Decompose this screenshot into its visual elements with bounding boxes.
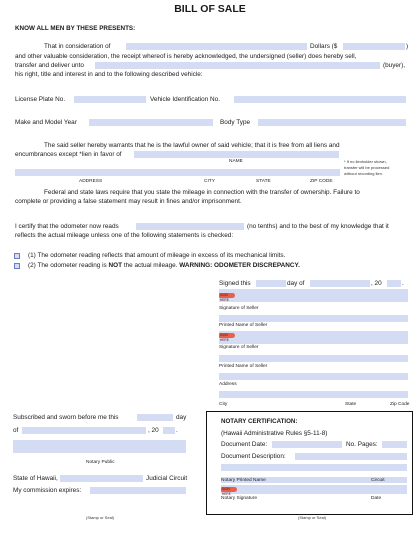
odometer-option-1-checkbox[interactable] <box>14 253 20 259</box>
consideration-line2: and other valuable consideration, the receipt whereof is hereby acknowledged, the undersigned (seller) does hereby sell, <box>15 53 357 60</box>
signed-day-field[interactable] <box>256 280 286 287</box>
odometer-label: I certify that the odometer now reads <box>15 223 119 230</box>
dollars-close-paren: ) <box>406 43 409 50</box>
notary-day-field[interactable] <box>137 414 173 421</box>
address-caption: Address <box>219 382 237 387</box>
doc-desc-field[interactable] <box>295 453 407 460</box>
commission-expires-field[interactable] <box>90 487 186 494</box>
seller-signature-caption: Signature of Seller <box>219 306 259 311</box>
consideration-field[interactable] <box>126 43 307 50</box>
notary-month-field[interactable] <box>22 427 146 434</box>
make-model-year-field[interactable] <box>89 119 213 126</box>
commission-label: My commission expires: <box>13 487 82 494</box>
odometer-line2: reflects the actual mileage unless one of the following statements is checked: <box>15 232 234 239</box>
sign-here-tab-2: SIGN HERE <box>219 333 235 338</box>
judicial-circuit-label: Judicial Circuit <box>146 475 188 482</box>
intro-heading: KNOW ALL MEN BY THESE PRESENTS: <box>15 25 136 32</box>
seller-address-field[interactable] <box>219 373 408 380</box>
buyer-field[interactable] <box>95 62 380 69</box>
dollar-amount-field[interactable] <box>343 43 405 50</box>
day-of-label: day of <box>287 280 305 287</box>
lien-address-caption: ADDRESS <box>79 179 103 184</box>
lien-note-1: * If no lienholder shown, <box>344 159 387 164</box>
zip-caption: Zip Code <box>390 402 410 407</box>
notary-signature-field[interactable] <box>221 485 407 494</box>
notary-circuit-caption: Circuit <box>371 478 385 483</box>
notary-signature-caption: Notary Signature <box>221 496 257 501</box>
federal-line1: Federal and state laws require that you state the mileage in connection with the transfer of ownership. Failure to <box>44 189 360 196</box>
dollars-label: Dollars ($ <box>310 43 338 50</box>
notary-cert-rules: (Hawaii Administrative Rules §5-11-8) <box>221 430 328 437</box>
odometer-option-2-checkbox[interactable] <box>14 263 20 269</box>
subscribed-label: Subscribed and sworn before me this <box>13 414 119 421</box>
license-plate-label: License Plate No. <box>15 96 66 103</box>
warranty-line1: The said seller hereby warrants that he is the lawful owner of said vehicle; that it is free from all liens and <box>44 142 340 149</box>
notary-year-field[interactable] <box>163 427 175 434</box>
seller-printed-name-caption-2: Printed Name of Seller <box>219 364 268 369</box>
lien-address-field[interactable] <box>15 169 340 176</box>
lien-note-2: transfer will be processed <box>344 165 390 170</box>
doc-desc-field-2[interactable] <box>221 464 407 471</box>
body-type-label: Body Type <box>220 119 251 126</box>
stamp-seal-left: (Stamp or Seal) <box>86 515 115 520</box>
odometer-option-2: (2) The odometer reading is NOT the actual mileage. WARNING: ODOMETER DISCREPANCY. <box>28 262 300 269</box>
no-pages-field[interactable] <box>382 441 407 448</box>
signed-year-prefix: , 20 <box>371 280 382 287</box>
signed-period: . <box>402 280 404 287</box>
odometer-option-1: (1) The odometer reading reflects that amount of mileage in excess of its mechanical limits. <box>28 252 286 259</box>
stamp-seal-right: (Stamp or Seal) <box>298 515 327 520</box>
notary-day-label: day <box>176 414 187 421</box>
page-title: BILL OF SALE <box>174 3 246 15</box>
warranty-line2: encumbrances except *lien in favor of <box>15 151 122 158</box>
state-of-hawaii-label: State of Hawaii, <box>13 475 58 482</box>
lien-note-3: without recording lien. <box>344 171 383 176</box>
sign-here-tab-3: SIGN HERE <box>221 487 237 492</box>
consideration-label: That in consideration of <box>44 43 111 50</box>
city-caption: City <box>219 402 228 407</box>
seller-signature-field[interactable] <box>219 289 408 302</box>
make-model-year-label: Make and Model Year <box>15 119 77 126</box>
body-type-field[interactable] <box>258 119 406 126</box>
license-plate-field[interactable] <box>74 96 146 103</box>
lien-state-caption: STATE <box>256 179 271 184</box>
seller-city-state-zip-field[interactable] <box>219 391 408 398</box>
doc-date-label: Document Date: <box>221 441 268 448</box>
state-caption: State <box>345 402 357 407</box>
notary-year-prefix: , 20 <box>148 427 159 434</box>
lien-name-field[interactable] <box>134 151 339 158</box>
seller-printed-name-caption: Printed Name of Seller <box>219 323 268 328</box>
transfer-label: transfer and deliver unto <box>15 62 84 69</box>
doc-date-field[interactable] <box>272 441 342 448</box>
seller-printed-name-field-2[interactable] <box>219 355 408 362</box>
notary-public-caption: Notary Public <box>86 460 115 465</box>
judicial-circuit-field[interactable] <box>60 475 143 482</box>
odometer-tail: (no tenths) and to the best of my knowledge that it <box>247 223 389 230</box>
vin-label: Vehicle Identification No. <box>150 96 220 103</box>
buyer-label: (buyer), <box>383 62 406 69</box>
sign-here-tab-1: SIGN HERE <box>219 293 235 298</box>
notary-of-label: of <box>13 427 19 434</box>
signed-this-label: Signed this <box>219 280 251 287</box>
consideration-line4: his right, title and interest in and to the following described vehicle: <box>15 71 203 78</box>
notary-period: . <box>176 427 178 434</box>
lien-zip-caption: ZIP CODE <box>310 179 333 184</box>
lien-city-caption: CITY <box>204 179 215 184</box>
seller-signature-caption-2: Signature of Seller <box>219 345 259 350</box>
no-pages-label: No. Pages: <box>346 441 378 448</box>
odometer-field[interactable] <box>136 223 244 230</box>
doc-desc-label: Document Description: <box>221 453 286 460</box>
signed-month-field[interactable] <box>310 280 370 287</box>
lien-name-caption: NAME <box>229 159 243 164</box>
seller-printed-name-field[interactable] <box>219 315 408 322</box>
notary-cert-heading: NOTARY CERTIFICATION: <box>221 418 298 425</box>
notary-public-signature-field[interactable] <box>13 440 186 453</box>
notary-printed-name-caption: Notary Printed Name <box>221 478 266 483</box>
seller-signature-field-2[interactable] <box>219 331 408 344</box>
vin-field[interactable] <box>234 96 406 103</box>
notary-date-caption: Date <box>371 496 382 501</box>
signed-year-field[interactable] <box>387 280 401 287</box>
federal-line2: complete or providing a false statement may result in fines and/or imprisonment. <box>15 198 242 205</box>
